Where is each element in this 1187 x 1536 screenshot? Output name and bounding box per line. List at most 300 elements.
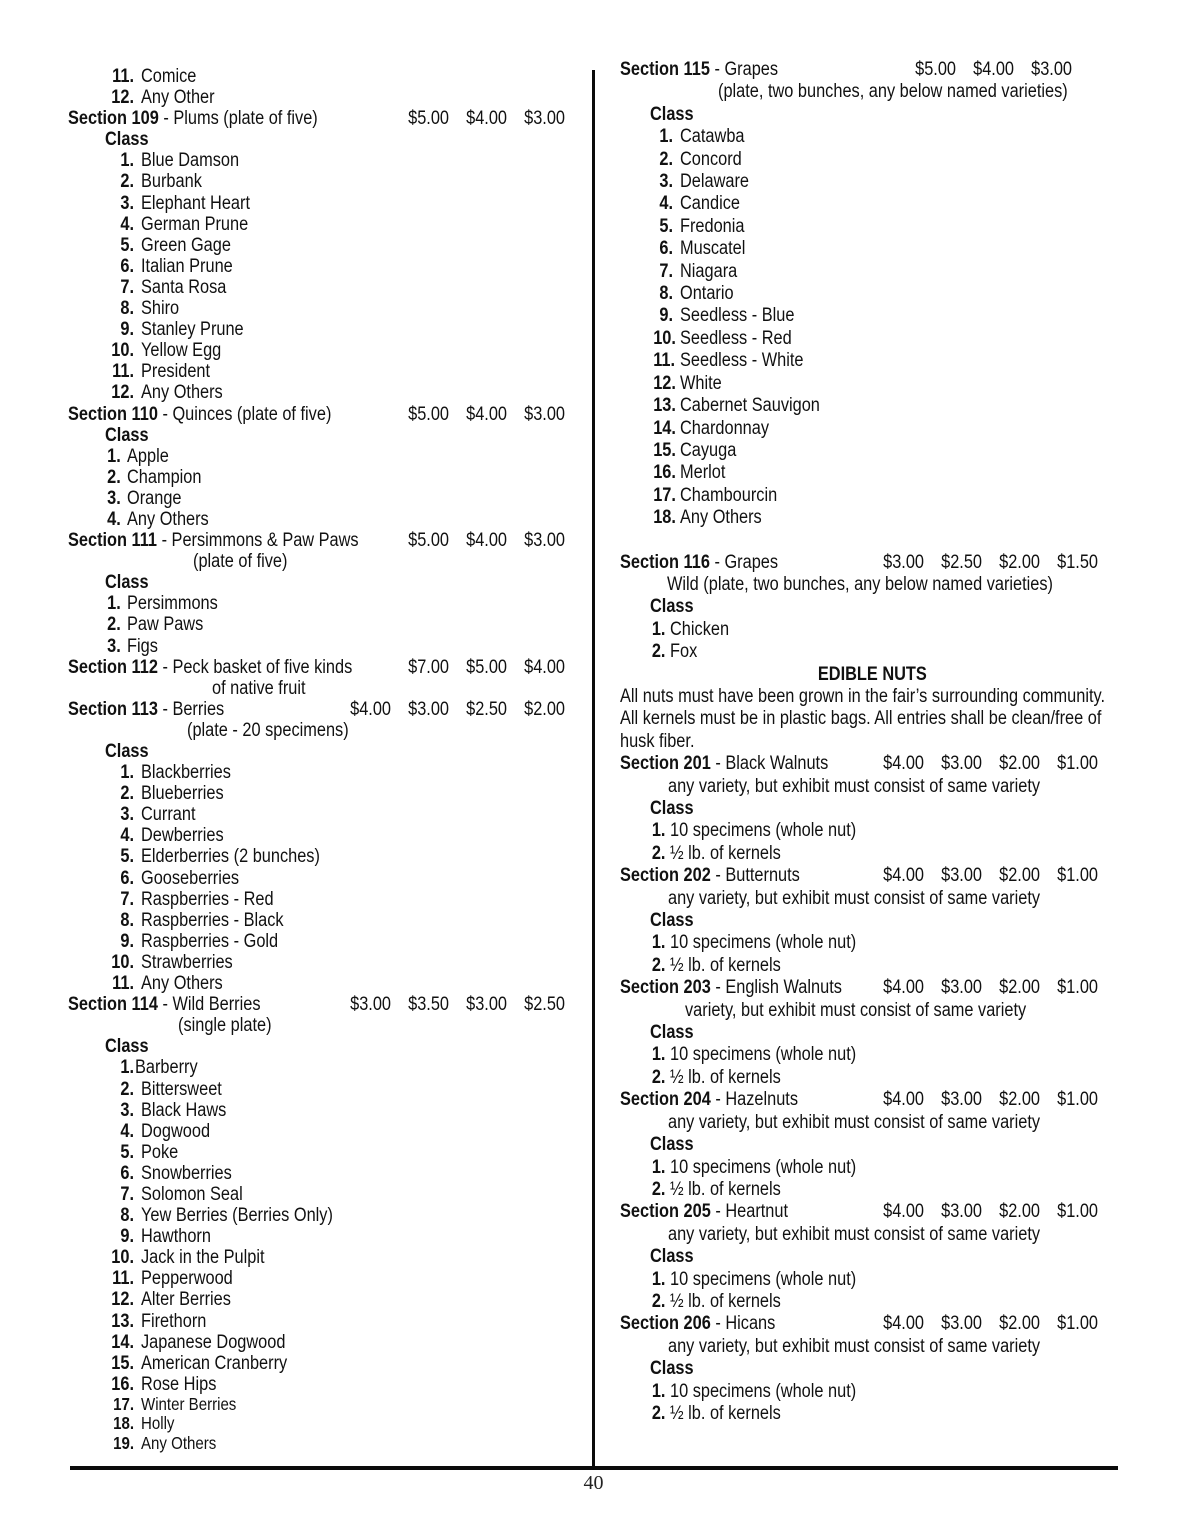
item-number: 4. [120, 213, 134, 235]
list-item [105, 1289, 568, 1310]
list-item [650, 216, 1125, 238]
nuts-heading [620, 664, 1125, 686]
item-text: Blackberries [141, 762, 231, 784]
premium-amount: $3.00 [941, 977, 982, 999]
item-number: 4. [107, 508, 121, 530]
item-text: Fox [670, 641, 698, 663]
premium-amount: $4.00 [883, 977, 924, 999]
item-text: 10 specimens (whole nut) [670, 1268, 857, 1290]
premium-amount: $4.00 [973, 59, 1014, 80]
item-text: Any Others [141, 1432, 217, 1453]
section-dash: - [157, 698, 173, 720]
item-number: 2. [659, 148, 673, 170]
section-header [620, 552, 1125, 574]
premium-amount: $4.00 [466, 403, 507, 425]
item-number: 12. [111, 87, 134, 109]
section-title-wrap [620, 1201, 788, 1223]
section-title-wrap [620, 59, 778, 81]
item-number: 8. [659, 283, 673, 305]
class-label [650, 798, 1125, 820]
item-text: Holly [141, 1413, 175, 1434]
item-text: Solomon Seal [141, 1183, 243, 1205]
section-id: Section 109 [68, 108, 159, 130]
section-dash: - [157, 994, 173, 1016]
section-header [620, 59, 1125, 81]
list-item [650, 507, 1125, 529]
item-number: 5. [120, 234, 134, 256]
item-number: 11. [653, 350, 676, 372]
item-number: 1. [651, 820, 666, 842]
list-item [105, 593, 568, 614]
premium-amount: $3.00 [524, 108, 565, 130]
item-text: Seedless - Blue [680, 305, 795, 327]
item-number: 9. [659, 305, 673, 327]
item-text: Snowberries [141, 1162, 232, 1184]
section-dash: - [158, 108, 174, 130]
section-header [68, 108, 568, 129]
item-text: Muscatel [680, 238, 746, 260]
item-number: 9. [120, 930, 134, 952]
page-number: 40 [583, 1472, 604, 1494]
section-subtitle [668, 1224, 1125, 1246]
list-item [105, 1100, 568, 1121]
footer-rule [70, 1466, 1118, 1470]
section-subtitle [718, 81, 1125, 103]
subtitle-text: any variety, but exhibit must consist of same variety [668, 1111, 1041, 1133]
premium-amount: $3.00 [524, 530, 565, 552]
item-number: 2. [651, 1178, 666, 1200]
item-text: Seedless - White [680, 350, 804, 372]
item-number: 6. [659, 238, 673, 260]
item-text: Blueberries [141, 783, 224, 805]
class-label [105, 1036, 568, 1057]
list-item [105, 361, 568, 382]
item-number: 3. [120, 804, 134, 826]
item-text: Chicken [670, 618, 730, 640]
item-number: 1. [120, 762, 134, 784]
intro-line [620, 686, 1125, 708]
item-text: Candice [680, 193, 740, 215]
premium-amount: $2.00 [999, 977, 1040, 999]
section-subtitle [178, 1015, 568, 1036]
section-subtitle [668, 1336, 1125, 1358]
premium-amount: $2.00 [999, 1201, 1040, 1223]
item-text: Yew Berries (Berries Only) [141, 1205, 333, 1227]
item-number: 18. [113, 1413, 134, 1434]
item-text: President [141, 361, 211, 383]
intro-line-text: husk fiber. [620, 730, 695, 752]
item-text: Catawba [680, 126, 745, 148]
list-item [650, 305, 1125, 327]
list-item [105, 952, 568, 973]
item-text: ½ lb. of kernels [670, 1402, 781, 1424]
class-label [650, 596, 1125, 618]
item-number: 7. [659, 260, 673, 282]
section-id: Section 116 [620, 551, 710, 573]
subtitle-text: (plate - 20 specimens) [187, 719, 349, 741]
premium-list [866, 977, 1098, 999]
item-text: 10 specimens (whole nut) [670, 820, 857, 842]
list-item [105, 66, 568, 87]
item-number: 2. [120, 171, 134, 193]
list-item [650, 1179, 1125, 1201]
section-header [620, 1313, 1125, 1335]
list-item [650, 1157, 1125, 1179]
section-title: Quinces (plate of five) [172, 403, 332, 425]
premium-amount: $3.00 [883, 551, 924, 573]
item-text: Cabernet Sauvigon [680, 395, 820, 417]
list-item [105, 868, 568, 889]
section-title: Heartnut [725, 1201, 789, 1223]
item-number: 15. [111, 1352, 134, 1374]
list-item [105, 467, 568, 488]
section-title-wrap [620, 977, 842, 999]
item-number: 16. [653, 462, 676, 484]
premium-amount: $3.00 [1031, 59, 1072, 80]
section-subtitle [668, 1112, 1125, 1134]
premium-amount: $3.00 [350, 994, 391, 1016]
section-subtitle [667, 574, 1125, 596]
premium-list [391, 108, 565, 129]
list-item [105, 783, 568, 804]
section-title: Plums (plate of five) [173, 108, 318, 130]
item-number: 1. [651, 1268, 666, 1290]
item-text: Cayuga [680, 439, 737, 461]
intro-line-text: All kernels must be in plastic bags. All entries shall be clean/free of [620, 708, 1102, 730]
item-text: Strawberries [141, 951, 233, 973]
section-id: Section 113 [68, 698, 158, 720]
item-number: 10. [653, 327, 676, 349]
item-number: 16. [111, 1373, 134, 1395]
section-header [68, 994, 568, 1015]
premium-amount: $2.00 [999, 551, 1040, 573]
premium-amount: $3.00 [524, 403, 565, 425]
list-item [105, 256, 568, 277]
list-item [105, 235, 568, 256]
class-label [650, 1358, 1125, 1380]
item-text: Chambourcin [680, 484, 778, 506]
item-number: 1. [651, 1156, 666, 1178]
item-text: Yellow Egg [141, 340, 222, 362]
list-item [650, 843, 1125, 865]
item-text: Raspberries - Black [141, 909, 284, 931]
item-text: Ontario [680, 283, 734, 305]
premium-list [866, 1201, 1098, 1223]
item-number: 2. [651, 1402, 666, 1424]
premium-amount: $1.00 [1057, 865, 1098, 887]
premium-list [391, 657, 565, 678]
class-label-text: Class [105, 1036, 149, 1058]
premium-amount: $5.00 [408, 403, 449, 425]
section-title: Grapes [724, 59, 779, 80]
item-text: American Cranberry [141, 1352, 288, 1374]
premium-amount: $3.00 [941, 1313, 982, 1335]
item-text: Persimmons [127, 593, 218, 615]
item-number: 1. [107, 593, 121, 615]
class-label-text: Class [650, 1246, 694, 1268]
premium-amount: $3.00 [408, 698, 449, 720]
list-item [105, 825, 568, 846]
class-label [650, 1022, 1125, 1044]
section-title: Black Walnuts [725, 753, 829, 775]
section-title: Berries [172, 698, 225, 720]
list-item [105, 1184, 568, 1205]
subtitle-text: (single plate) [178, 1015, 272, 1037]
item-text: Concord [680, 148, 742, 170]
premium-amount: $4.00 [466, 108, 507, 130]
premium-amount: $2.00 [999, 1089, 1040, 1111]
item-text: Chardonnay [680, 417, 770, 439]
item-number: 2. [651, 1066, 666, 1088]
item-text: Stanley Prune [141, 319, 244, 341]
item-number: 19. [113, 1432, 134, 1453]
class-label-text: Class [105, 424, 149, 446]
item-number: 4. [120, 825, 134, 847]
premium-amount: $5.00 [915, 59, 956, 80]
item-number: 9. [120, 319, 134, 341]
list-item [105, 1163, 568, 1184]
list-item [105, 1142, 568, 1163]
item-text: Green Gage [141, 234, 231, 256]
premium-list [391, 404, 565, 425]
class-label-text: Class [105, 741, 149, 762]
item-number: 6. [120, 1162, 134, 1184]
premium-amount: $2.00 [999, 1313, 1040, 1335]
item-number: 8. [120, 298, 134, 320]
section-dash: - [710, 753, 726, 775]
list-item [105, 1414, 568, 1433]
section-dash: - [710, 1201, 726, 1223]
premium-amount: $4.00 [883, 1313, 924, 1335]
item-number: 9. [120, 1226, 134, 1248]
section-dash: - [710, 1313, 726, 1335]
section-subtitle [187, 720, 568, 741]
list-item [105, 1353, 568, 1374]
premium-list [866, 1313, 1098, 1335]
subtitle-text: any variety, but exhibit must consist of same variety [668, 1223, 1041, 1245]
item-number: 4. [659, 193, 673, 215]
class-label-text: Class [650, 1358, 694, 1380]
class-label-text: Class [650, 103, 694, 125]
section-title: Butternuts [725, 865, 800, 887]
premium-amount: $4.00 [524, 656, 565, 678]
section-header [68, 530, 568, 551]
item-number: 1. [651, 618, 666, 640]
list-item [650, 1403, 1125, 1425]
item-number: 11. [112, 66, 134, 87]
section-id: Section 206 [620, 1313, 711, 1335]
list-item [650, 126, 1125, 148]
subtitle-text: any variety, but exhibit must consist of same variety [668, 775, 1041, 797]
premium-amount: $4.00 [883, 1089, 924, 1111]
section-header [620, 1201, 1125, 1223]
list-item [105, 446, 568, 467]
item-number: 7. [120, 1183, 134, 1205]
section-title-wrap [620, 865, 800, 887]
nuts-heading-text: EDIBLE NUTS [818, 663, 927, 685]
list-item [105, 889, 568, 910]
item-text: Bittersweet [141, 1078, 222, 1100]
subtitle-text: of native fruit [212, 677, 306, 699]
list-item [105, 382, 568, 403]
item-number: 10. [111, 951, 134, 973]
left-column [68, 66, 568, 1453]
premium-amount: $3.00 [941, 1089, 982, 1111]
list-item [650, 149, 1125, 171]
item-number: 11. [112, 973, 134, 995]
subtitle-text: any variety, but exhibit must consist of same variety [668, 1335, 1041, 1357]
class-label [650, 910, 1125, 932]
section-subtitle [212, 678, 568, 699]
premium-amount: $3.00 [941, 1201, 982, 1223]
section-id: Section 115 [620, 59, 710, 80]
premium-amount: $2.50 [466, 698, 507, 720]
item-number: 1. [651, 1380, 666, 1402]
item-text: Burbank [141, 171, 202, 193]
list-item [650, 283, 1125, 305]
list-item [105, 804, 568, 825]
item-number: 5. [659, 215, 673, 237]
item-number: 8. [120, 909, 134, 931]
item-text: Elderberries (2 bunches) [141, 846, 320, 868]
section-id: Section 110 [68, 403, 158, 425]
list-item [105, 298, 568, 319]
premium-amount: $4.00 [883, 865, 924, 887]
item-number: 3. [659, 171, 673, 193]
item-number: 2. [120, 783, 134, 805]
list-item [105, 1205, 568, 1226]
column-divider [592, 70, 595, 1468]
list-item [650, 1067, 1125, 1089]
premium-amount: $2.00 [999, 865, 1040, 887]
list-item [105, 193, 568, 214]
item-number: 3. [120, 1099, 134, 1121]
intro-line [620, 708, 1125, 730]
premium-amount: $1.00 [1057, 977, 1098, 999]
section-id: Section 201 [620, 753, 711, 775]
premium-amount: $3.00 [466, 994, 507, 1016]
item-number: 18. [653, 507, 676, 529]
section-dash: - [709, 59, 725, 80]
list-item [650, 1269, 1125, 1291]
item-number: 12. [111, 382, 134, 404]
item-text: German Prune [141, 213, 249, 235]
section-header [620, 1089, 1125, 1111]
premium-list [898, 59, 1072, 81]
list-item [105, 1311, 568, 1332]
section-title-wrap [68, 108, 318, 129]
section-title-wrap [620, 753, 828, 775]
item-text: Winter Berries [141, 1393, 237, 1414]
item-text: Pepperwood [141, 1268, 233, 1290]
list-item [105, 973, 568, 994]
section-title-wrap [68, 699, 224, 720]
class-label-text: Class [650, 1134, 694, 1156]
item-number: 14. [653, 417, 676, 439]
item-number: 15. [653, 439, 676, 461]
item-text: Currant [141, 804, 196, 826]
section-dash: - [710, 1089, 726, 1111]
premium-list [866, 753, 1098, 775]
list-item [105, 1374, 568, 1395]
list-item [105, 614, 568, 635]
item-number: 1. [651, 1044, 666, 1066]
item-text: Firethorn [141, 1310, 207, 1332]
item-number: 17. [653, 484, 676, 506]
item-text: Merlot [680, 462, 726, 484]
item-text: Shiro [141, 298, 180, 320]
class-label-text: Class [650, 596, 694, 618]
item-number: 5. [120, 846, 134, 868]
item-number: 3. [107, 635, 121, 657]
list-item [650, 1291, 1125, 1313]
section-title: Grapes [724, 551, 779, 573]
item-text: Any Others [141, 973, 223, 995]
item-text: Niagara [680, 260, 738, 282]
section-dash: - [709, 551, 725, 573]
item-text: Apple [127, 445, 169, 467]
section-id: Section 111 [68, 530, 158, 552]
item-number: 12. [111, 1289, 134, 1311]
list-item [105, 1332, 568, 1353]
list-item [650, 193, 1125, 215]
list-item [105, 1057, 568, 1078]
list-item [105, 762, 568, 783]
item-text: Any Others [127, 508, 209, 530]
section-subtitle [668, 888, 1125, 910]
item-text: Elephant Heart [141, 192, 251, 214]
item-number: 2. [120, 1078, 134, 1100]
list-item [105, 910, 568, 931]
section-id: Section 112 [68, 656, 158, 678]
item-text: ½ lb. of kernels [670, 954, 781, 976]
section-subtitle [668, 776, 1125, 798]
list-item [105, 150, 568, 171]
list-item [650, 328, 1125, 350]
list-item [105, 277, 568, 298]
premium-amount: $5.00 [466, 656, 507, 678]
item-text: Santa Rosa [141, 276, 227, 298]
section-title-wrap [68, 657, 352, 678]
list-item [650, 350, 1125, 372]
right-column [620, 59, 1125, 1425]
list-item [650, 1381, 1125, 1403]
list-item [105, 931, 568, 952]
list-item [105, 1226, 568, 1247]
item-text: Barberry [135, 1057, 198, 1079]
class-label-text: Class [650, 910, 694, 932]
premium-amount: $4.00 [883, 1201, 924, 1223]
list-item [105, 636, 568, 657]
section-title: English Walnuts [725, 977, 842, 999]
item-text: Seedless - Red [680, 327, 792, 349]
premium-list [333, 994, 565, 1015]
section-title: Wild Berries [172, 994, 261, 1016]
premium-list [391, 530, 565, 551]
item-number: 8. [120, 1205, 134, 1227]
subtitle-text: (plate of five) [193, 551, 288, 573]
premium-amount: $4.00 [883, 753, 924, 775]
intro-line-text: All nuts must have been grown in the fair’s surrounding community. [620, 685, 1105, 707]
section-header [68, 657, 568, 678]
list-item [650, 955, 1125, 977]
list-item [650, 373, 1125, 395]
premium-list [333, 699, 565, 720]
list-item [105, 1268, 568, 1289]
premium-amount: $1.00 [1057, 753, 1098, 775]
item-number: 2. [651, 641, 666, 663]
list-item [105, 509, 568, 530]
